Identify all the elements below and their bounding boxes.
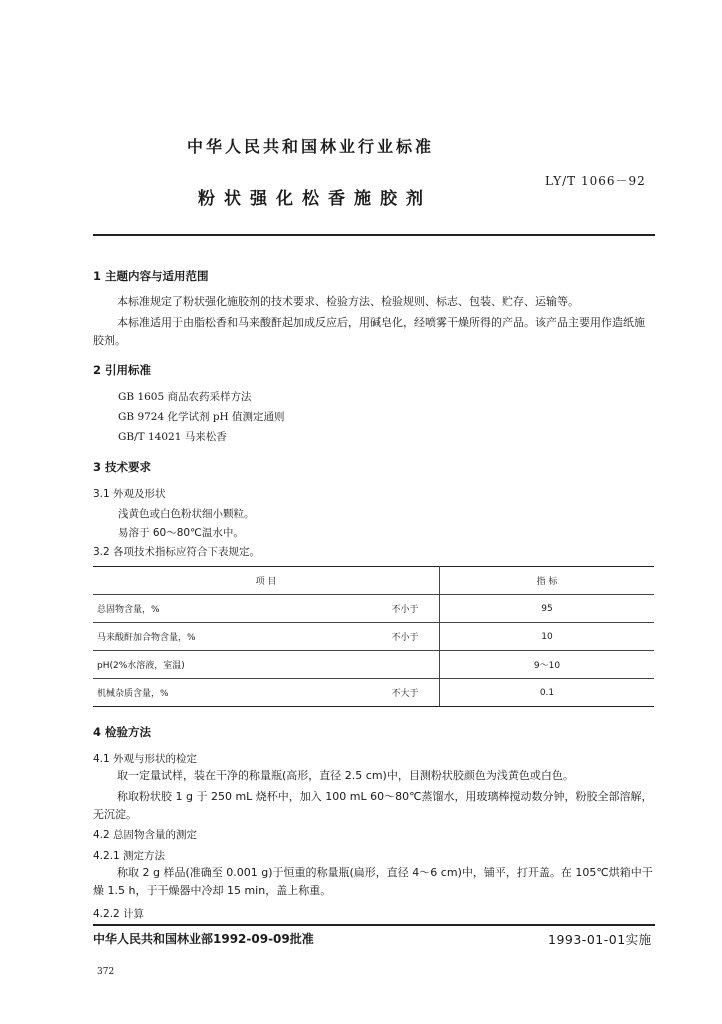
reference-3: GB/T 14021 马来松香 xyxy=(118,431,227,443)
section-2-heading: 2 引用标准 xyxy=(93,363,152,377)
section-4-heading: 4 检验方法 xyxy=(93,725,152,739)
header-rule xyxy=(93,234,655,236)
row-value: 9～10 xyxy=(440,651,655,679)
standard-title: 粉状强化松香施胶剂 xyxy=(198,189,432,209)
table-header-row xyxy=(93,567,654,595)
standard-number: LY/T 1066－92 xyxy=(545,174,646,188)
table-row xyxy=(93,595,654,623)
section-3-2-heading: 3.2 各项技术指标应符合下表规定。 xyxy=(93,546,261,558)
row-limit: 不小于 xyxy=(371,595,440,623)
row-item: 总固物含量，% xyxy=(93,595,371,623)
section-4-1-heading: 4.1 外观与形状的检定 xyxy=(93,753,198,765)
table-header-value: 指 标 xyxy=(440,567,655,595)
section-4-2-1-heading: 4.2.1 测定方法 xyxy=(93,850,166,862)
spec-table xyxy=(93,566,654,707)
section-3-1-line-1: 浅黄色或白色粉状细小颗粒。 xyxy=(118,508,255,520)
row-item: pH(2%水溶液，室温) xyxy=(93,651,371,679)
row-limit: 不大于 xyxy=(371,679,440,707)
row-value: 10 xyxy=(440,623,655,651)
row-limit xyxy=(371,651,440,679)
section-3-heading: 3 技术要求 xyxy=(93,460,152,474)
section-4-2-2-heading: 4.2.2 计算 xyxy=(93,908,145,920)
org-title: 中华人民共和国林业行业标准 xyxy=(187,137,435,156)
table-row xyxy=(93,623,654,651)
table-header-item: 项 目 xyxy=(93,567,440,595)
row-limit: 不小于 xyxy=(371,623,440,651)
section-1-para-2: 本标准适用于由脂松香和马来酸酐起加成反应后，用碱皂化，经喷雾干燥所得的产品。该产品主要用作造纸施胶剂。 xyxy=(93,316,645,347)
section-4-2-1-para: 称取 2 g 样品(准确至 0.001 g)于恒重的称量瓶(扁形，直径 4～6 cm)中，铺平，打开盖。在 105℃烘箱中干燥 1.5 h，于干燥器中冷却 15 min，盖上称重。 xyxy=(93,866,653,897)
page-number: 372 xyxy=(97,967,115,977)
section-1-para-1: 本标准规定了粉状强化施胶剂的技术要求、检验方法、检验规则、标志、包装、贮存、运输等。 xyxy=(117,295,579,308)
reference-1: GB 1605 商品农药采样方法 xyxy=(118,391,252,403)
reference-2: GB 9724 化学试剂 pH 值测定通则 xyxy=(118,411,285,423)
footer-rule xyxy=(93,924,655,926)
row-item: 马来酸酐加合物含量，% xyxy=(93,623,371,651)
effective-date: 1993-01-01实施 xyxy=(548,932,652,947)
section-3-1-line-2: 易溶于 60～80℃温水中。 xyxy=(118,527,244,539)
row-value: 95 xyxy=(440,595,655,623)
approval-line: 中华人民共和国林业部1992-09-09批准 xyxy=(93,932,314,946)
section-4-1-para-2: 称取粉状胶 1 g 于 250 mL 烧杯中，加入 100 mL 60～80℃蒸馏水，用玻璃棒搅动数分钟，粉胶全部溶解，无沉淀。 xyxy=(93,790,653,821)
section-4-1-para-1: 取一定量试样，装在干净的称量瓶(高形，直径 2.5 cm)中，目测粉状胶颜色为浅黄色或白色。 xyxy=(117,769,574,782)
row-item: 机械杂质含量，% xyxy=(93,679,371,707)
table-row xyxy=(93,679,654,707)
table-row xyxy=(93,651,654,679)
section-4-2-heading: 4.2 总固物含量的测定 xyxy=(93,829,198,841)
section-3-1-heading: 3.1 外观及形状 xyxy=(93,488,166,500)
section-1-heading: 1 主题内容与适用范围 xyxy=(93,269,209,283)
row-value: 0.1 xyxy=(440,679,655,707)
